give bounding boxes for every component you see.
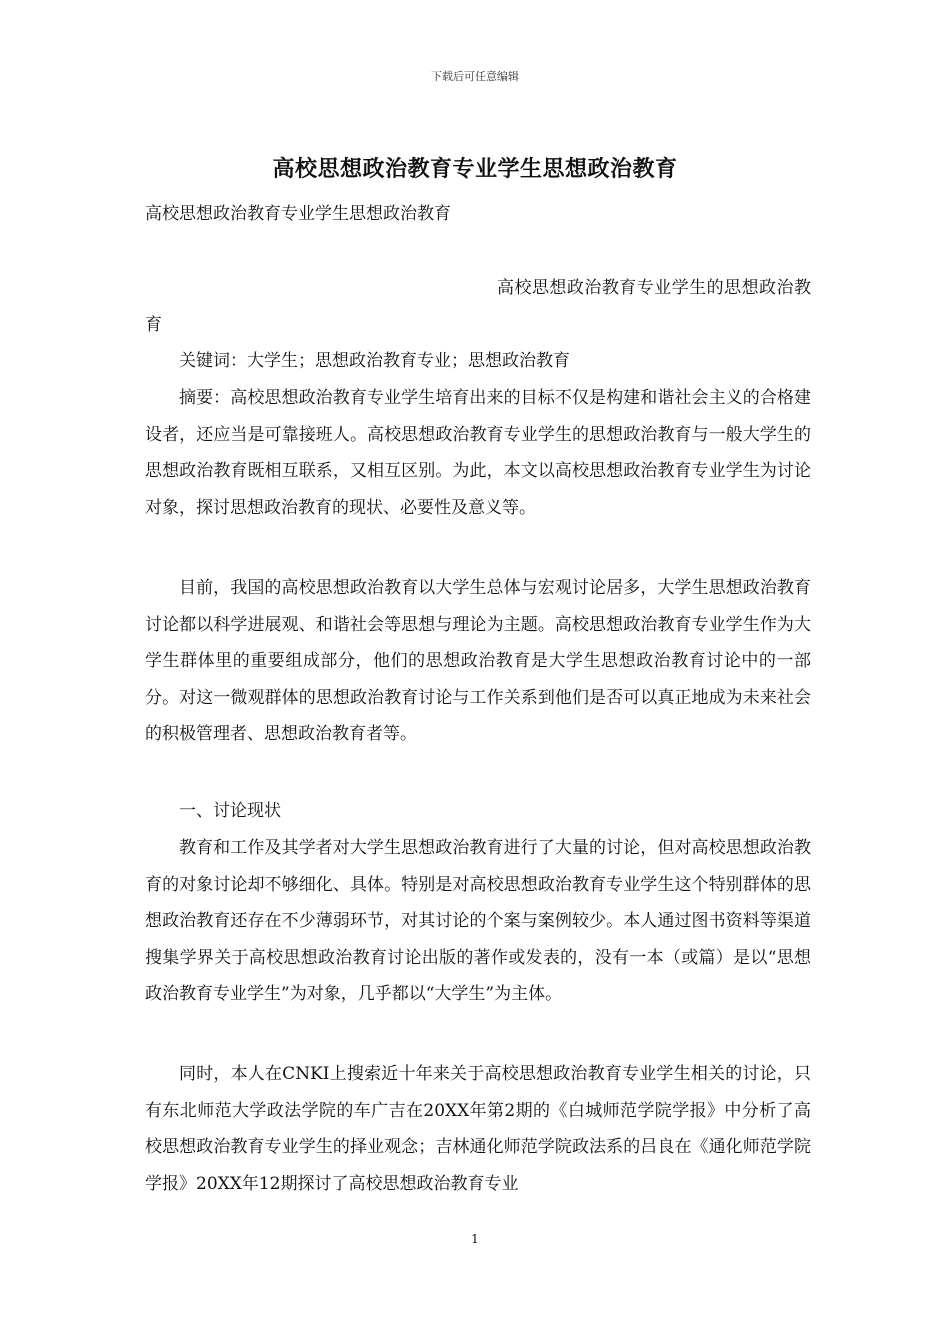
section-heading: 一、讨论现状 [179, 801, 281, 821]
intro-paragraph: 目前，我国的高校思想政治教育以大学生总体与宏观讨论居多，大学生思想政治教育讨论都以科学进展观、和谐社会等思想与理论为主题。高校思想政治教育专业学生作为大学生群体里的重要组成部分，他们的思想政治教育是大学生思想政治教育讨论中的一部分。对这一微观群体的思想政治教育讨论与工作关系到他们是否可以真正地成为未来社会的积极管理者、思想政治教育者等。 [145, 578, 811, 744]
header-note: 下载后可任意编辑 [431, 70, 519, 83]
keywords-paragraph: 关键词：大学生；思想政治教育专业；思想政治教育 [179, 351, 570, 371]
right-aligned-heading: 高校思想政治教育专业学生的思想政治教育 [145, 278, 811, 335]
body-paragraph: 同时，本人在CNKI上搜索近十年来关于高校思想政治教育专业学生相关的讨论，只有东北师范大学政法学院的车广吉在20XX年第2期的《白城师范学院学报》中分析了高校思想政治教育专业学生的择业观念；吉林通化师范学院政法系的吕良在《通化师范学院学报》20XX年12期探讨了高校思想政治教育专业 [145, 1064, 811, 1194]
document-title: 高校思想政治教育专业学生思想政治教育 [272, 156, 678, 182]
body-paragraph: 教育和工作及其学者对大学生思想政治教育进行了大量的讨论，但对高校思想政治教育的对象讨论却不够细化、具体。特别是对高校思想政治教育专业学生这个特别群体的思想政治教育还存在不少薄弱环节，对其讨论的个案与案例较少。本人通过图书资料等渠道搜集学界关于高校思想政治教育讨论出版的著作或发表的，没有一本（或篇）是以“思想政治教育专业学生”为对象，几乎都以“大学生”为主体。 [145, 838, 811, 1004]
page-number: 1 [471, 1232, 479, 1246]
document-subtitle: 高校思想政治教育专业学生思想政治教育 [145, 204, 451, 224]
abstract-paragraph: 摘要：高校思想政治教育专业学生培育出来的目标不仅是构建和谐社会主义的合格建设者，还应当是可靠接班人。高校思想政治教育专业学生的思想政治教育与一般大学生的思想政治教育既相互联系，又相互区别。为此，本文以高校思想政治教育专业学生为讨论对象，探讨思想政治教育的现状、必要性及意义等。 [145, 388, 811, 518]
